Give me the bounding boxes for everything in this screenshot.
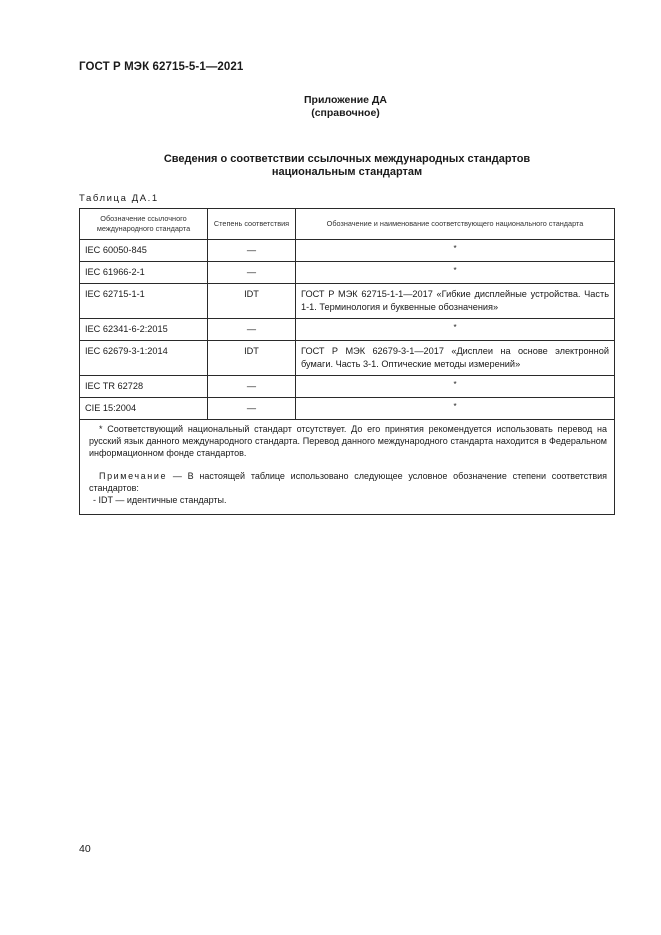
- cell-degree: —: [208, 376, 296, 398]
- cell-national-standard: *: [296, 398, 615, 420]
- cell-degree: —: [208, 398, 296, 420]
- table-row: [80, 341, 615, 376]
- cell-national-standard: ГОСТ Р МЭК 62679-3-1—2017 «Дисплеи на основе электронной бумаги. Часть 3-1. Оптические методы измерений»: [296, 341, 615, 376]
- header-degree: Степень соответствия: [208, 209, 296, 240]
- table-footer-row: [80, 420, 615, 515]
- cell-degree: —: [208, 240, 296, 262]
- cell-degree: IDT: [208, 284, 296, 319]
- cell-international-code: IEC 61966-2-1: [80, 262, 208, 284]
- cell-international-code: IEC 62679-3-1:2014: [80, 341, 208, 376]
- cell-international-code: IEC 62341-6-2:2015: [80, 319, 208, 341]
- cell-international-code: CIE 15:2004: [80, 398, 208, 420]
- table-caption: Таблица ДА.1: [79, 193, 159, 204]
- header-international-standard: Обозначение ссылочного международного стандарта: [80, 209, 208, 240]
- annex-subtitle: (справочное): [311, 107, 380, 119]
- table-row: [80, 284, 615, 319]
- cell-national-standard: *: [296, 319, 615, 341]
- note-label: Примечание: [99, 471, 168, 481]
- cell-international-code: IEC TR 62728: [80, 376, 208, 398]
- standards-correspondence-table: [79, 208, 615, 515]
- table-row: [80, 398, 615, 420]
- cell-national-standard: *: [296, 240, 615, 262]
- cell-international-code: IEC 60050-845: [80, 240, 208, 262]
- page-number: 40: [79, 843, 91, 855]
- cell-national-standard: *: [296, 376, 615, 398]
- table-footnote: * Соответствующий национальный стандарт отсутствует. До его принятия рекомендуется использовать перевод на русский язык данного международного стандарта. Перевод данного международного стандарта находится в Федеральном информационном фонде стандартов.: [89, 424, 607, 458]
- cell-degree: IDT: [208, 341, 296, 376]
- cell-national-standard: *: [296, 262, 615, 284]
- section-title: [79, 153, 615, 179]
- cell-degree: —: [208, 262, 296, 284]
- table-row: [80, 262, 615, 284]
- section-title-line-2: национальным стандартам: [271, 166, 423, 178]
- table-row: [80, 319, 615, 341]
- annex-title: Приложение ДА: [304, 94, 387, 106]
- table-notes: [80, 420, 615, 515]
- table-row: [80, 376, 615, 398]
- note-list-item: - IDT — идентичные стандарты.: [93, 495, 227, 505]
- header-national-standard: Обозначение и наименование соответствующего национального стандарта: [296, 209, 615, 240]
- table-row: [80, 240, 615, 262]
- annex-heading: [0, 94, 661, 120]
- cell-national-standard: ГОСТ Р МЭК 62715-1-1—2017 «Гибкие дисплейные устройства. Часть 1-1. Терминология и буквенные обозначения»: [296, 284, 615, 319]
- table-note: [89, 470, 607, 494]
- table-header-row: [80, 209, 615, 240]
- cell-international-code: IEC 62715-1-1: [80, 284, 208, 319]
- note-text: — В настоящей таблице использовано следующее условное обозначение степени соответствия стандартов:: [89, 471, 607, 493]
- document-code: ГОСТ Р МЭК 62715-5-1—2021: [79, 61, 244, 73]
- section-title-line-1: Сведения о соответствии ссылочных международных стандартов: [163, 153, 531, 165]
- cell-degree: —: [208, 319, 296, 341]
